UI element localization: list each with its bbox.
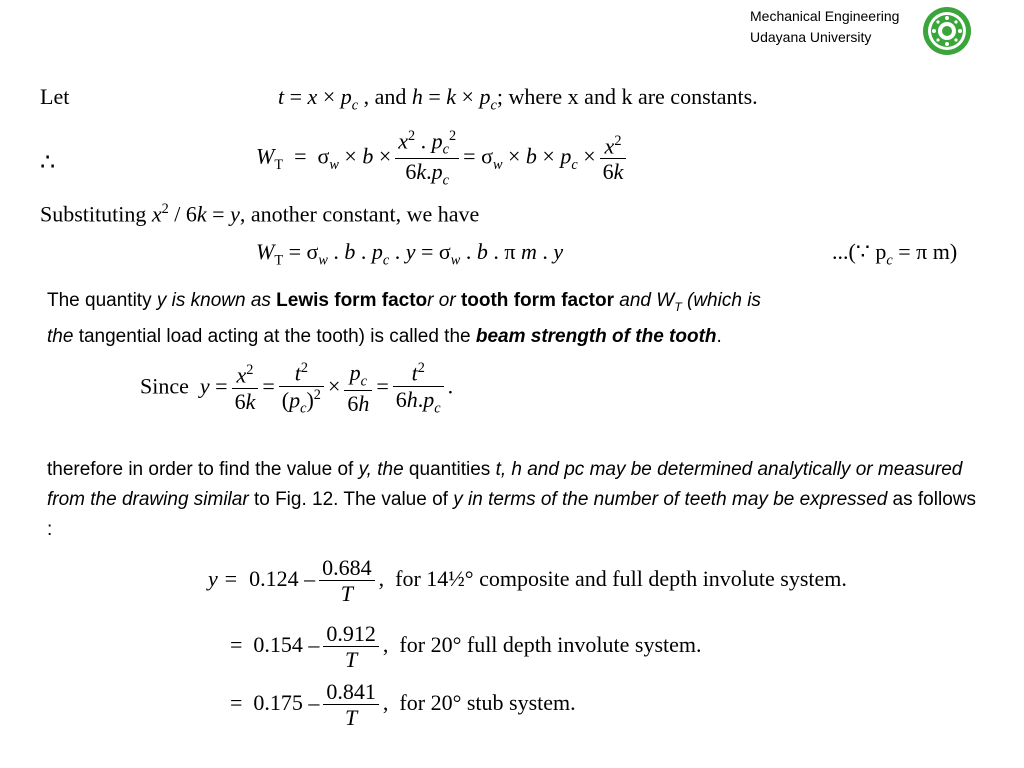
p2-part1: therefore in order to find the value of <box>47 459 359 480</box>
substituting-pre: Substituting <box>40 201 147 227</box>
p2-part3: quantities <box>403 459 496 480</box>
pc-note-post: = π m) <box>892 239 958 264</box>
substituting-post: , another constant, we have <box>239 201 480 227</box>
let-equation: $t = x \times p_c$ , and $h = k \times p_c$; where x and k are constants. <box>278 84 758 114</box>
university-name: Udayana University <box>750 29 872 45</box>
university-seal-icon <box>922 6 972 56</box>
paragraph-find-y <box>47 455 982 545</box>
p1-part3: Lewis form facto <box>276 290 428 311</box>
p1-part1: The quantity <box>47 290 157 311</box>
since-equation: Since y = $\frac{x^2}{6k}$ = $\frac{t^2}{(p_c)^2}$ × $\frac{p_c}{6h}$ = $\frac{t^2}{6h.p_c}$ . <box>140 360 454 417</box>
formula-constant: 0.154 <box>253 631 303 657</box>
formula-constant: 0.175 <box>253 689 303 715</box>
formula-lead: y = <box>208 565 239 591</box>
p1-part8: the <box>47 325 74 347</box>
formula-denominator: T <box>345 705 358 731</box>
p2-part7: as follows : <box>47 489 976 540</box>
p1-part11: . <box>716 325 722 347</box>
department-name: Mechanical Engineering <box>750 8 900 24</box>
p1-part5: tooth form factor <box>460 290 614 311</box>
formula-numerator: 0.684 <box>319 555 375 581</box>
formula-description: for 20° full depth involute system. <box>399 631 702 657</box>
since-label: Since <box>140 373 189 399</box>
formula-row: = 0.175 – $\frac{0.841}{T}$ , for 20° stub system. <box>230 679 576 731</box>
p1-part7: (which is <box>681 290 761 311</box>
formula-numerator: 0.912 <box>323 621 379 647</box>
pc-note-pre: ...(∵ p <box>832 239 887 264</box>
formula-description: for 14½° composite and full depth involute system. <box>395 565 847 591</box>
pc-note: ...(∵ $p_c = \pi$ m) <box>832 239 958 269</box>
wt-equation-2: $W_T = \sigma_w$ . b . $p_c$ . $y = \sigma_w$ . b . π m . y <box>256 239 564 269</box>
formula-constant: 0.124 <box>249 565 299 591</box>
wt-equation-1: $W_T = \sigma_w \times b$ × $\frac{x^2 . p_c^2}{6k.p_c}$ = $\sigma_w \times b \times p_c$ × $\frac{x^2}{6k}$ <box>256 128 630 189</box>
p1-part10: beam strength of the tooth <box>475 325 717 347</box>
formula-lead: = <box>230 689 243 715</box>
therefore-symbol: ∴ <box>40 150 56 176</box>
p1-part4: r or <box>427 290 461 311</box>
p1-part6-sub: T <box>674 299 682 314</box>
formula-numerator: 0.841 <box>323 679 379 705</box>
formula-denominator: T <box>340 581 353 607</box>
let-equation-text: ; where x and k are constants. <box>496 84 758 109</box>
p1-part2: y is known as <box>156 290 277 311</box>
p1-part9: tangential load acting at the tooth) is called the <box>73 325 476 347</box>
formula-denominator: T <box>345 647 358 673</box>
p2-part5: to Fig. 12. The value of <box>248 489 454 510</box>
formula-row: y = 0.124 – $\frac{0.684}{T}$ , for 14½° composite and full depth involute system. <box>208 555 847 607</box>
paragraph-lewis-form-factor <box>47 286 927 352</box>
let-label: Let <box>40 84 70 109</box>
header <box>750 6 899 48</box>
substituting-line: Substituting $x^2 / 6k = y$, another constant, we have <box>40 201 480 227</box>
p2-part4: t, h and pc may be determined analytically or measured from the drawing similar <box>47 459 963 510</box>
p1-part6: and W <box>613 290 675 311</box>
p2-part2: y, the <box>358 459 404 480</box>
formula-description: for 20° stub system. <box>399 689 576 715</box>
p2-part6: y in terms of the number of teeth may be expressed <box>453 489 888 510</box>
formula-lead: = <box>230 631 243 657</box>
formula-row: = 0.154 – $\frac{0.912}{T}$ , for 20° full depth involute system. <box>230 621 702 673</box>
